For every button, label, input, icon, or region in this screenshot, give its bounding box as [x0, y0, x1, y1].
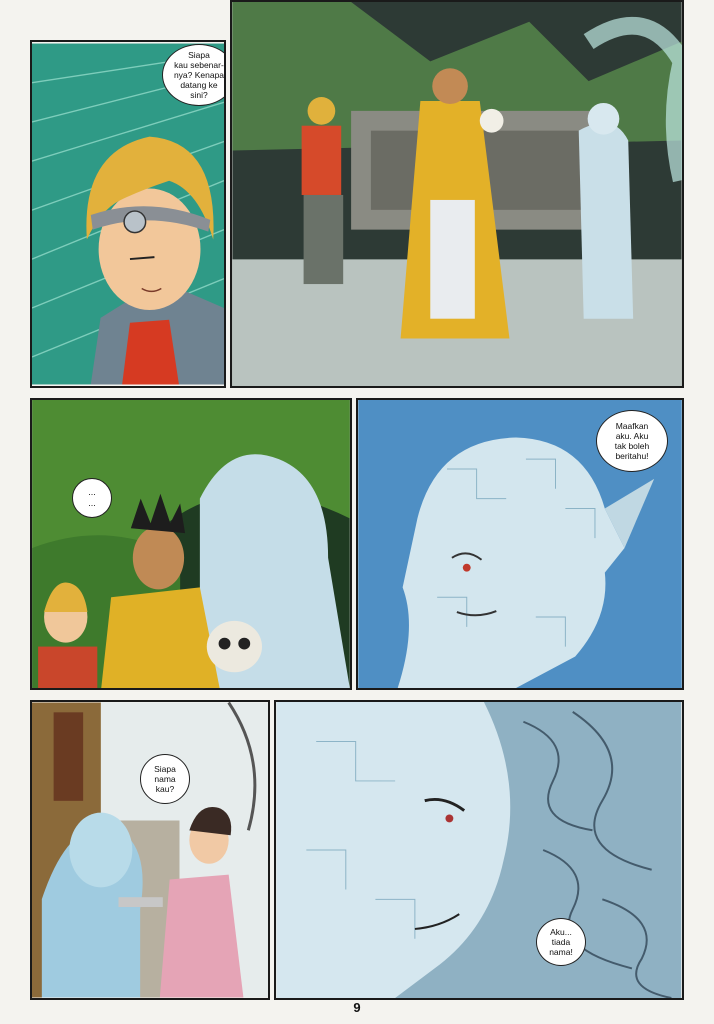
speech-bubble: ... ... [72, 478, 112, 518]
speech-bubble: Siapa nama kau? [140, 754, 190, 804]
girl-question-art [32, 702, 268, 998]
temple-courtyard-panel [230, 0, 684, 388]
warrior-and-ice-monk-art [32, 400, 350, 688]
hero-closeup-panel [30, 40, 226, 388]
ice-monk-profile-panel [274, 700, 684, 1000]
warrior-and-ice-monk-panel [30, 398, 352, 690]
temple-courtyard-art [232, 2, 682, 386]
speech-bubble: Maafkan aku. Aku tak boleh beritahu! [596, 410, 668, 472]
ice-monk-profile-art [276, 702, 682, 998]
girl-question-panel [30, 700, 270, 1000]
speech-bubble: Siapa kau sebenar- nya? Kenapa datang ke sini? [162, 44, 226, 106]
page-number: 9 [353, 1000, 361, 1015]
speech-bubble: Aku... tiada nama! [536, 918, 586, 966]
ice-monk-closeup-panel [356, 398, 684, 690]
